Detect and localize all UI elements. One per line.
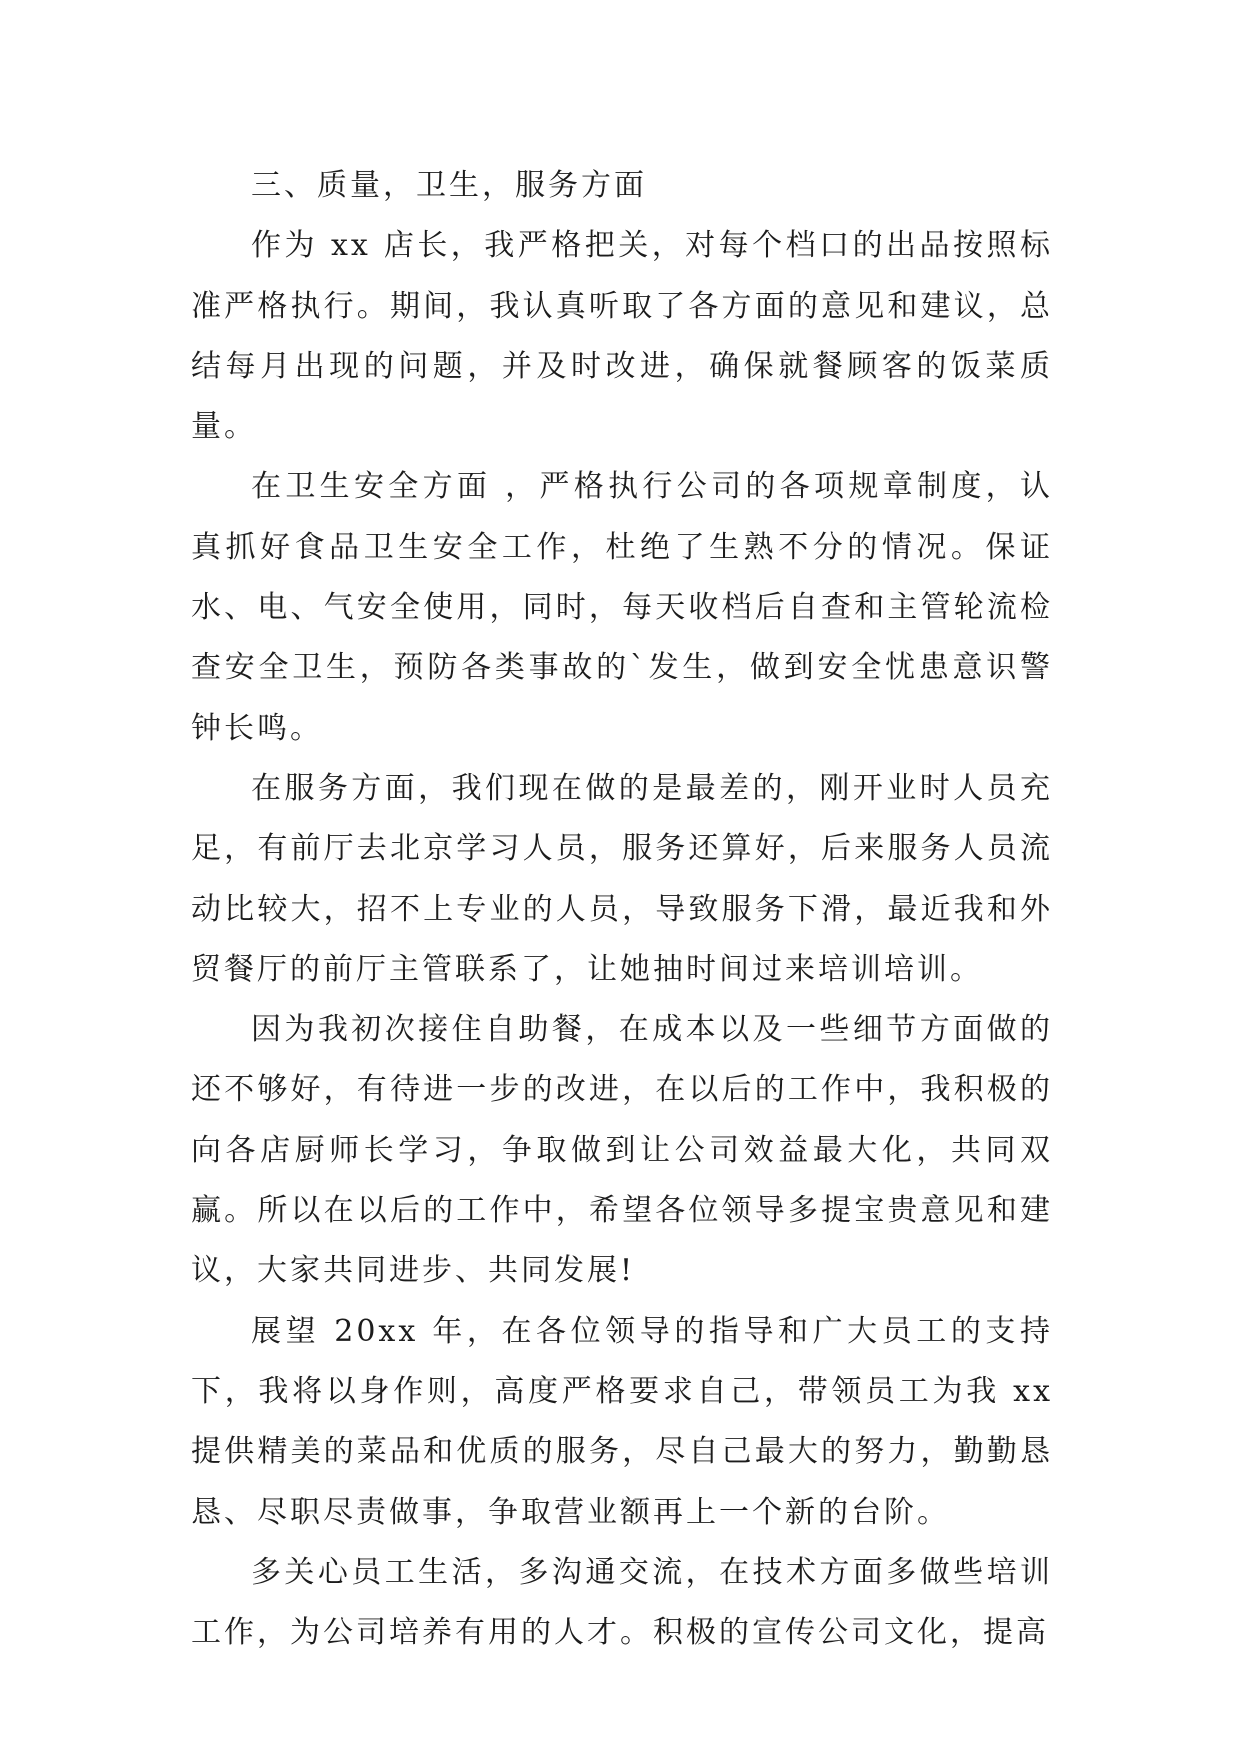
paragraph: 在卫生安全方面 ，严格执行公司的各项规章制度，认真抓好食品卫生安全工作，杜绝了生熟不分的情况。保证水、电、气安全使用，同时，每天收档后自查和主管轮流检查安全卫生，预防各类事故的`发生，做到安全忧患意识警钟长鸣。 [191,469,1053,746]
section-heading: 三、质量，卫生，服务方面 [251,168,647,203]
paragraph: 因为我初次接住自助餐，在成本以及一些细节方面做的还不够好，有待进一步的改进，在以后的工作中，我积极的向各店厨师长学习，争取做到让公司效益最大化，共同双赢。所以在以后的工作中，希望各位领导多提宝贵意见和建议，大家共同进步、共同发展! [191,1012,1053,1289]
paragraph: 在服务方面，我们现在做的是最差的，刚开业时人员充足，有前厅去北京学习人员，服务还算好，后来服务人员流动比较大，招不上专业的人员，导致服务下滑，最近我和外贸餐厅的前厅主管联系了，让她抽时间过来培训培训。 [191,770,1053,987]
paragraph: 多关心员工生活，多沟通交流，在技术方面多做些培训工作，为公司培养有用的人才。积极的宣传公司文化，提高 [191,1554,1053,1651]
paragraph: 展望 20xx 年，在各位领导的指导和广大员工的支持下，我将以身作则，高度严格要求自己，带领员工为我 xx 提供精美的菜品和优质的服务，尽自己最大的努力，勤勤恳恳、尽职尽责做事，争取营业额再上一个新的台阶。 [191,1313,1053,1530]
document-body [191,156,1053,1663]
paragraph: 作为 xx 店长，我严格把关，对每个档口的出品按照标准严格执行。期间，我认真听取了各方面的意见和建议，总结每月出现的问题，并及时改进，确保就餐顾客的饭菜质量。 [191,228,1053,445]
